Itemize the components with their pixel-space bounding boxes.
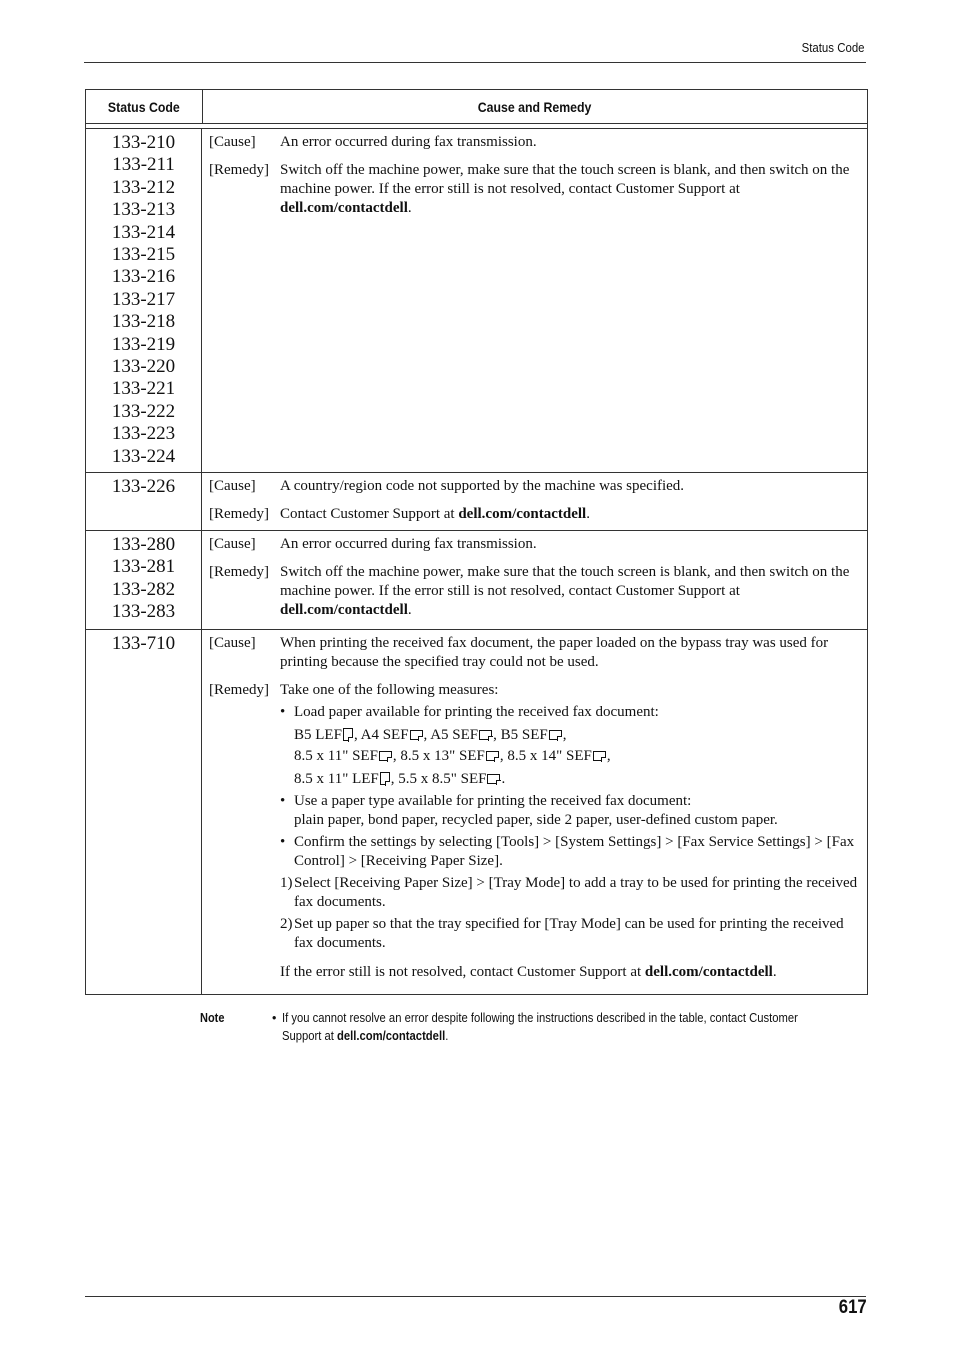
status-code: 133-282 bbox=[111, 578, 176, 600]
table-header bbox=[86, 90, 867, 124]
note-body bbox=[272, 1009, 902, 1045]
cause-remedy-cell bbox=[202, 129, 867, 472]
remedy-text bbox=[280, 161, 859, 218]
status-code: 133-217 bbox=[111, 288, 176, 310]
support-link[interactable]: dell.com/contactdell bbox=[280, 200, 408, 216]
cause-tag: [Cause] bbox=[209, 478, 256, 494]
cause-text: An error occurred during fax transmission. bbox=[280, 134, 537, 150]
cause-remedy-cell bbox=[202, 473, 867, 530]
remedy-line bbox=[209, 505, 859, 524]
remedy-tag: [Remedy] bbox=[209, 682, 269, 698]
step-text: Set up paper so that the tray specified for [Tray Mode] can be used for printing the received fax documents. bbox=[294, 916, 844, 951]
remedy-text bbox=[280, 563, 859, 620]
paper-size-line bbox=[294, 726, 859, 745]
status-code: 133-214 bbox=[111, 221, 176, 243]
cause-line bbox=[209, 477, 859, 496]
final-remedy bbox=[280, 963, 859, 982]
status-codes-cell bbox=[86, 473, 202, 530]
cause-tag: [Cause] bbox=[209, 635, 256, 651]
status-code: 133-216 bbox=[111, 266, 176, 288]
size-label: , 8.5 x 14" SEF bbox=[499, 748, 592, 764]
table-row bbox=[86, 129, 867, 473]
remedy-line bbox=[209, 161, 859, 218]
note-text bbox=[282, 1009, 840, 1045]
size-label: , 8.5 x 13" SEF bbox=[392, 748, 485, 764]
header-cause-remedy: Cause and Remedy bbox=[478, 98, 592, 115]
bullet-item bbox=[280, 792, 859, 830]
status-code: 133-280 bbox=[111, 534, 176, 555]
remedy-tag: [Remedy] bbox=[209, 162, 269, 178]
size-sep: , bbox=[606, 748, 611, 764]
remedy-tag: [Remedy] bbox=[209, 506, 269, 522]
cause-remedy-cell bbox=[202, 630, 867, 994]
status-code: 133-281 bbox=[111, 556, 176, 578]
cause-tag: [Cause] bbox=[209, 134, 256, 150]
remedy-tag: [Remedy] bbox=[209, 564, 269, 580]
cause-text: A country/region code not supported by the machine was specified. bbox=[280, 478, 685, 494]
bullet-subtext: plain paper, bond paper, recycled paper, side 2 paper, user-defined custom paper. bbox=[294, 812, 778, 828]
bullet-content bbox=[294, 703, 859, 789]
final-text-end: . bbox=[772, 964, 777, 980]
remedy-text bbox=[280, 505, 859, 524]
paper-orientation-icon bbox=[479, 730, 492, 740]
table-row bbox=[86, 531, 867, 630]
bullet-icon: • bbox=[280, 704, 286, 720]
remedy-text-end: . bbox=[407, 602, 412, 618]
remedy-text-end: . bbox=[586, 506, 590, 522]
paper-orientation-icon bbox=[549, 730, 562, 740]
status-code: 133-211 bbox=[112, 154, 175, 176]
paper-orientation-icon bbox=[410, 730, 423, 740]
note-text-body: If you cannot resolve an error despite following the instructions described in the table, contact Customer Support at bbox=[282, 1011, 798, 1043]
remedy-text-body: Switch off the machine power, make sure that the touch screen is blank, and then switch on the machine power. If the error still is not resolved, contact Customer Support at bbox=[280, 162, 850, 197]
support-link[interactable]: dell.com/contactdell bbox=[458, 506, 587, 522]
remedy-line bbox=[209, 563, 859, 620]
cause-text: When printing the received fax document, the paper loaded on the bypass tray was used for printing because the specified tray could not be used. bbox=[280, 635, 829, 670]
support-link[interactable]: dell.com/contactdell bbox=[337, 1029, 446, 1043]
remedy-intro: Take one of the following measures: bbox=[280, 682, 499, 698]
cause-line bbox=[209, 133, 859, 152]
remedy-text-body: Switch off the machine power, make sure that the touch screen is blank, and then switch on the machine power. If the error still is not resolved, contact Customer Support at bbox=[280, 564, 850, 599]
status-code: 133-210 bbox=[111, 132, 176, 153]
cause-remedy-cell bbox=[202, 531, 867, 629]
status-code: 133-222 bbox=[111, 400, 176, 422]
paper-size-line bbox=[294, 770, 859, 789]
header-status-code: Status Code bbox=[108, 98, 180, 115]
bullet-item bbox=[280, 833, 859, 871]
status-code: 133-220 bbox=[111, 356, 176, 378]
running-header: Status Code bbox=[802, 40, 865, 55]
bullet-icon: • bbox=[280, 834, 286, 850]
header-cell-status bbox=[86, 90, 203, 123]
footer-rule bbox=[85, 1296, 866, 1297]
status-code: 133-219 bbox=[111, 333, 176, 355]
table-row bbox=[86, 630, 867, 994]
numbered-step bbox=[280, 915, 859, 953]
bullet-icon: • bbox=[280, 793, 286, 809]
status-code: 133-710 bbox=[111, 633, 176, 654]
note-label: Note bbox=[200, 1011, 225, 1025]
bullet-text: Confirm the settings by selecting [Tools] > [System Settings] > [Fax Service Settings] > [Fax Control] > [Receiving Paper Size]. bbox=[294, 834, 855, 869]
note-text-end: . bbox=[445, 1029, 449, 1043]
bullet-content bbox=[294, 792, 859, 830]
bullet-text: Load paper available for printing the received fax document: bbox=[294, 704, 659, 720]
cause-text: An error occurred during fax transmission. bbox=[280, 536, 537, 552]
status-codes-cell bbox=[86, 630, 202, 994]
step-text: Select [Receiving Paper Size] > [Tray Mode] to add a tray to be used for printing the received fax documents. bbox=[294, 875, 858, 910]
paper-size-line bbox=[294, 747, 859, 766]
status-code: 133-218 bbox=[111, 311, 176, 333]
page-number: 617 bbox=[839, 1297, 867, 1318]
status-codes-cell bbox=[86, 129, 202, 472]
paper-orientation-icon bbox=[379, 751, 392, 761]
numbered-step bbox=[280, 874, 859, 912]
paper-orientation-icon bbox=[380, 772, 390, 785]
step-number: 1) bbox=[280, 875, 293, 891]
status-code-table bbox=[85, 89, 868, 995]
cause-line bbox=[209, 535, 859, 554]
support-link[interactable]: dell.com/contactdell bbox=[644, 964, 773, 980]
status-code: 133-223 bbox=[111, 423, 176, 445]
size-label: B5 LEF bbox=[294, 727, 342, 743]
bullet-item bbox=[280, 703, 859, 789]
note-block bbox=[200, 1009, 840, 1045]
bullet-icon: • bbox=[272, 1011, 277, 1025]
size-sep: , bbox=[562, 727, 567, 743]
status-code: 133-221 bbox=[111, 378, 176, 400]
size-label: , A5 SEF bbox=[423, 727, 479, 743]
status-code: 133-224 bbox=[111, 445, 176, 467]
final-text: If the error still is not resolved, contact Customer Support at bbox=[280, 964, 645, 980]
size-label: 8.5 x 11" LEF bbox=[294, 771, 379, 787]
size-sep: . bbox=[501, 771, 506, 787]
paper-orientation-icon bbox=[487, 774, 500, 784]
paper-orientation-icon bbox=[343, 728, 353, 741]
header-rule bbox=[84, 62, 866, 63]
cause-tag: [Cause] bbox=[209, 536, 256, 552]
remedy-text-end: . bbox=[407, 200, 412, 216]
support-link[interactable]: dell.com/contactdell bbox=[280, 602, 408, 618]
status-code: 133-283 bbox=[111, 601, 176, 623]
table-row bbox=[86, 473, 867, 531]
status-codes-cell bbox=[86, 531, 202, 629]
status-code: 133-212 bbox=[111, 176, 176, 198]
cause-line bbox=[209, 634, 859, 672]
size-label: 8.5 x 11" SEF bbox=[294, 748, 378, 764]
size-label: , 5.5 x 8.5" SEF bbox=[390, 771, 487, 787]
step-number: 2) bbox=[280, 916, 293, 932]
size-label: , B5 SEF bbox=[493, 727, 548, 743]
remedy-block bbox=[280, 681, 859, 982]
status-code: 133-226 bbox=[111, 476, 176, 497]
status-code: 133-213 bbox=[111, 199, 176, 221]
bullet-text: Use a paper type available for printing the received fax document: bbox=[294, 793, 692, 809]
paper-orientation-icon bbox=[593, 751, 606, 761]
paper-orientation-icon bbox=[486, 751, 499, 761]
status-code: 133-215 bbox=[111, 244, 176, 266]
header-cell-cause bbox=[203, 90, 867, 123]
remedy-text-body: Contact Customer Support at bbox=[280, 506, 459, 522]
size-label: , A4 SEF bbox=[353, 727, 409, 743]
remedy-line bbox=[209, 681, 859, 982]
